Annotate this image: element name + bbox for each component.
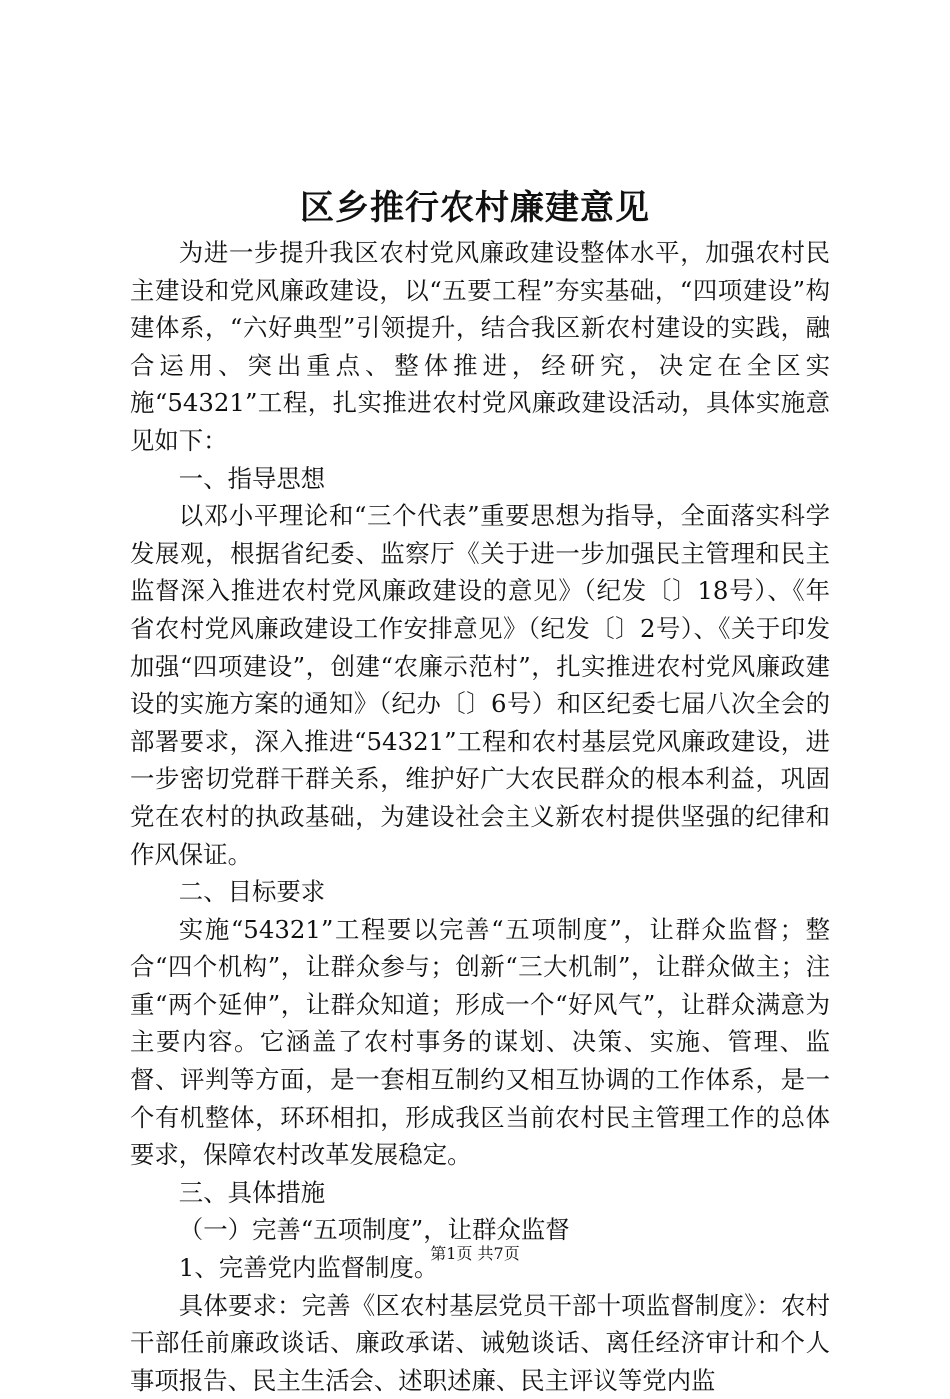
paragraph-intro: 为进一步提升我区农村党风廉政建设整体水平，加强农村民主建设和党风廉政建设，以“五要工程”夯实基础，“四项建设”构建体系，“六好典型”引领提升，结合我区新农村建设的实践，融合运用、突出重点、整体推进，经研究，决定在全区实施“54321”工程，扎实推进农村党风廉政建设活动，具体实施意见如下：: [130, 238, 830, 455]
paragraph-guiding-ideology: 以邓小平理论和“三个代表”重要思想为指导，全面落实科学发展观，根据省纪委、监察厅《关于进一步加强民主管理和民主监督深入推进农村党风廉政建设的意见》（纪发〔〕18号）、《年省农村党风廉政建设工作安排意见》（纪发〔〕2号）、《关于印发加强“四项建设”，创建“农廉示范村”，扎实推进农村党风廉政建设的实施方案的通知》（纪办〔〕6号）和区纪委七届八次全会的部署要求，深入推进“54321”工程和农村基层党风廉政建设，进一步密切党群干群关系，维护好广大农民群众的根本利益，巩固党在农村的执政基础，为建设社会主义新农村提供坚强的纪律和作风保证。: [130, 501, 830, 869]
item-party-supervision: 1、完善党内监督制度。: [178, 1253, 439, 1283]
heading-measures: 三、具体措施: [178, 1177, 326, 1207]
page-number: 第1页 共7页: [430, 1244, 520, 1263]
paragraph-requirements: 具体要求：完善《区农村基层党员干部十项监督制度》：农村干部任前廉政谈话、廉政承诺、诫勉谈话、离任经济审计和个人事项报告、民主生活会、述职述廉、民主评议等党内监: [130, 1290, 830, 1395]
paragraph-goals: 实施“54321”工程要以完善“五项制度”，让群众监督；整合“四个机构”，让群众参与；创新“三大机制”，让群众做主；注重“两个延伸”，让群众知道；形成一个“好风气”，让群众满意为主要内容。它涵盖了农村事务的谋划、决策、实施、管理、监督、评判等方面，是一套相互制约又相互协调的工作体系，是一个有机整体，环环相扣，形成我区当前农村民主管理工作的总体要求，保障农村改革发展稳定。: [130, 914, 830, 1170]
document-title: 区乡推行农村廉建意见: [300, 188, 650, 228]
heading-goals: 二、目标要求: [178, 877, 326, 907]
subheading-five-systems: （一）完善“五项制度”，让群众监督: [178, 1215, 570, 1245]
heading-guiding-ideology: 一、指导思想: [178, 463, 326, 493]
document-body: [130, 234, 830, 1399]
